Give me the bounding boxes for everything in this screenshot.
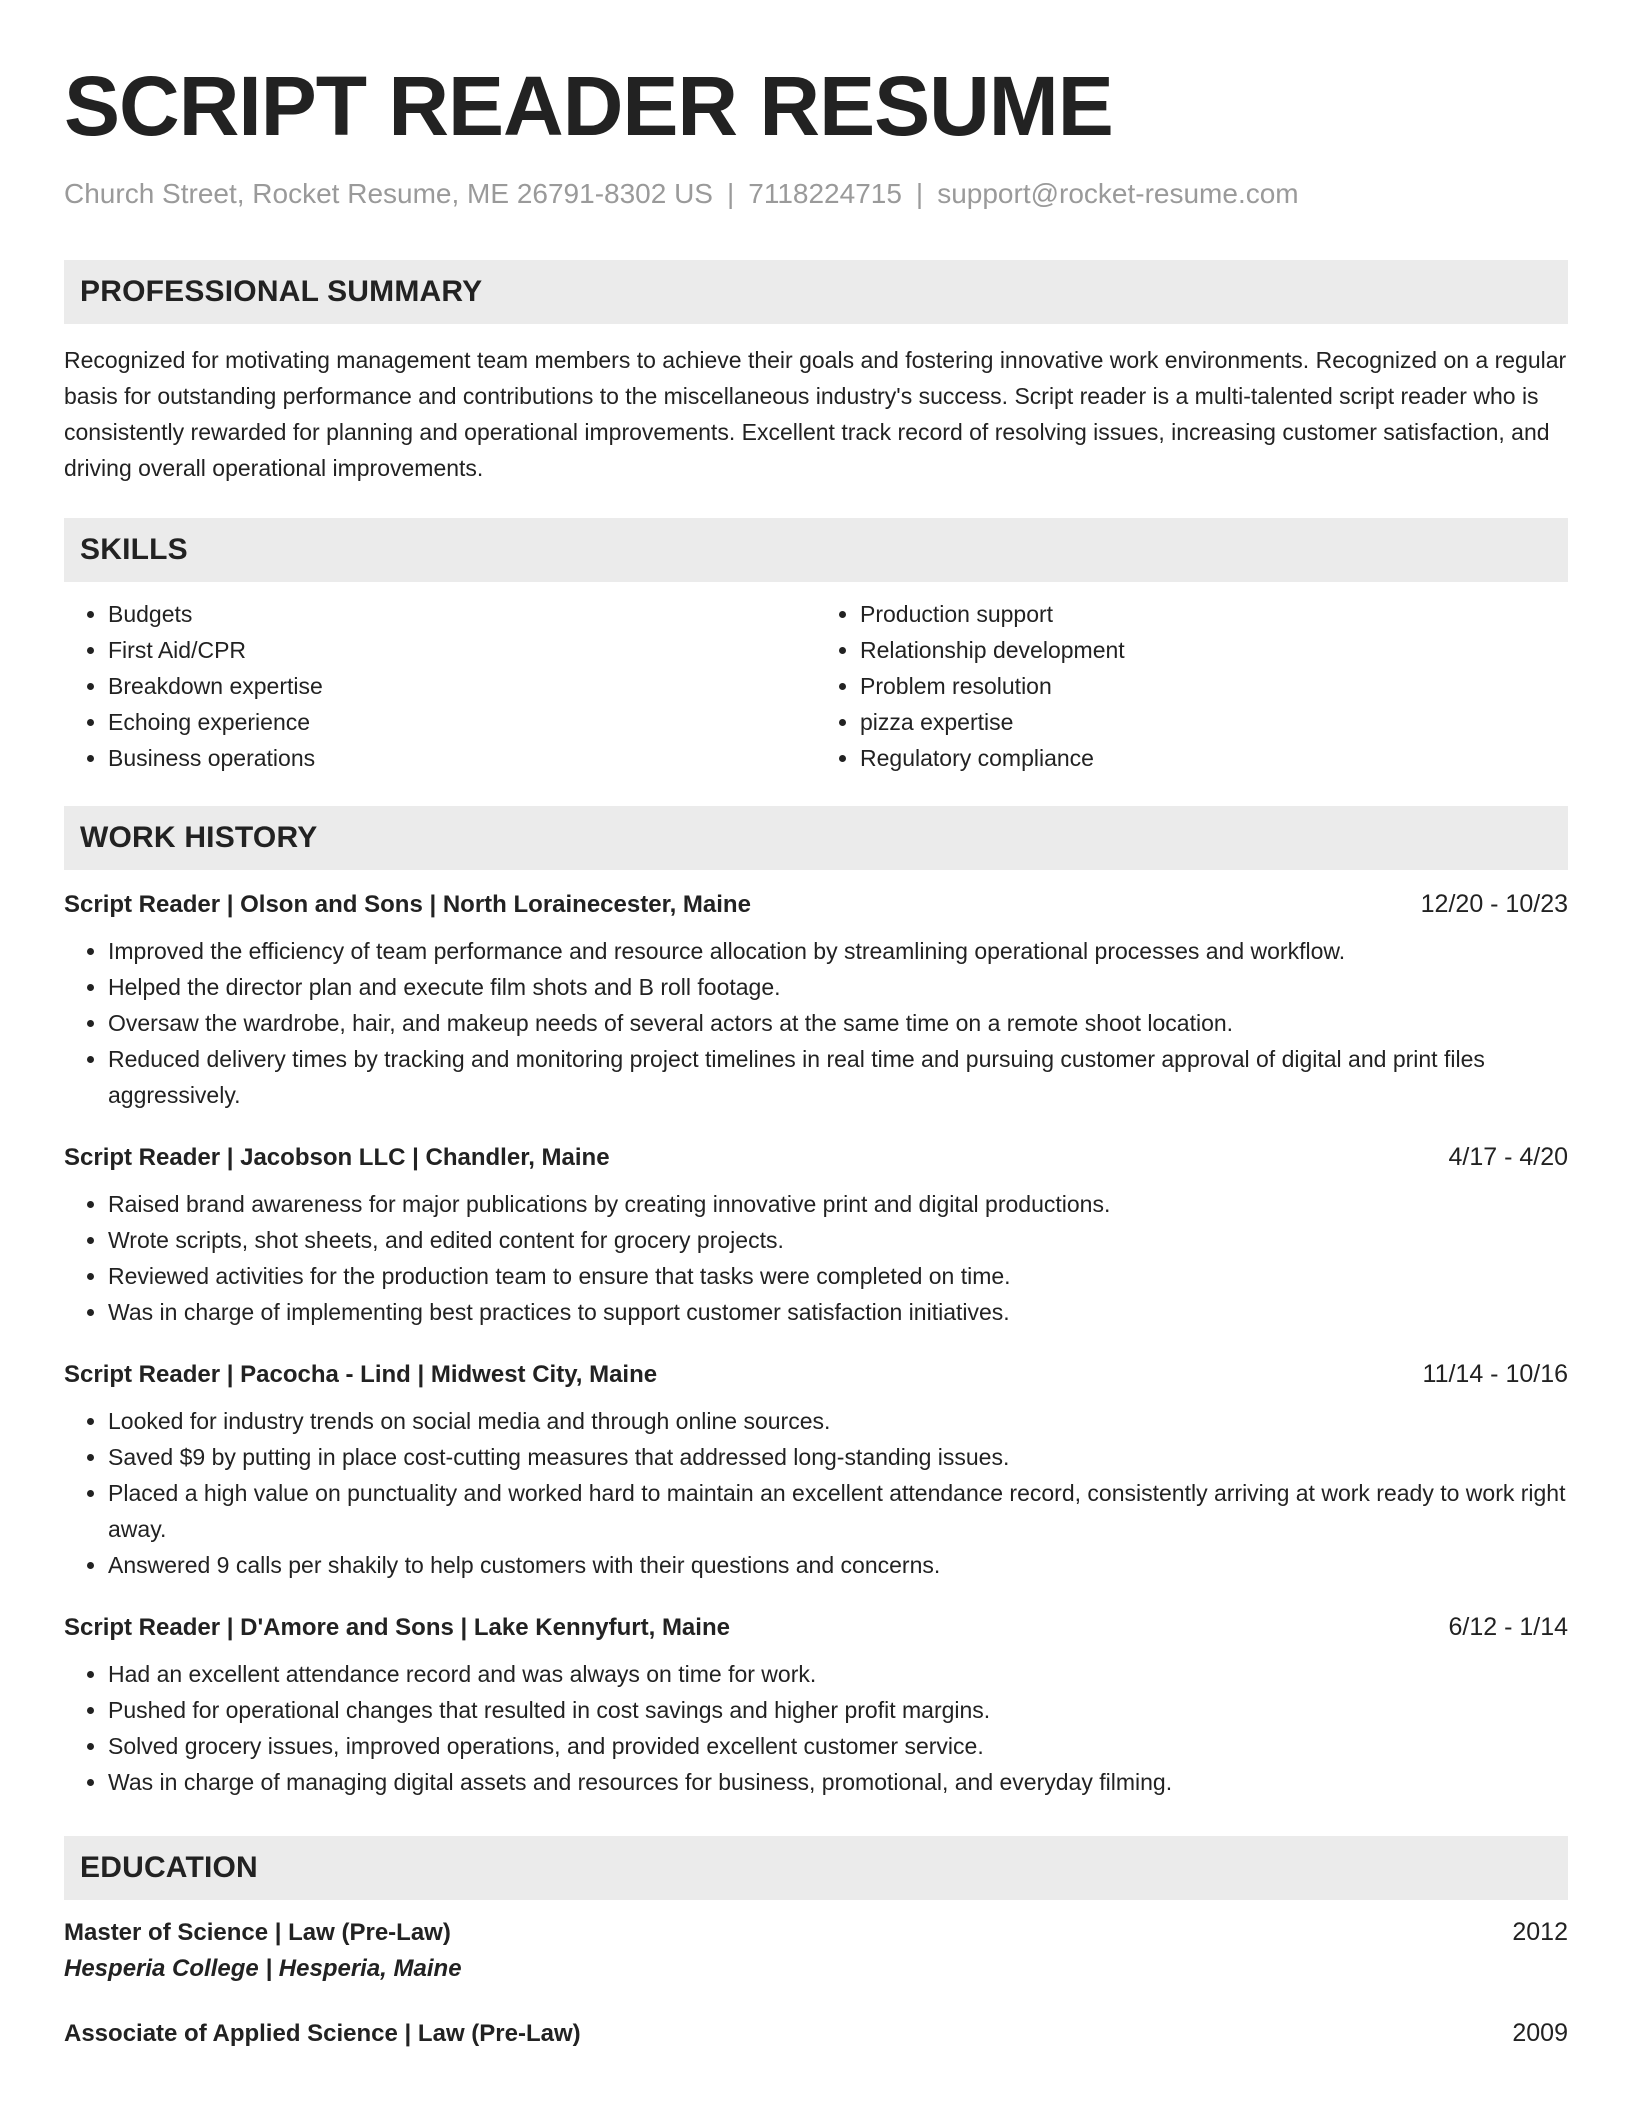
- work-section-header: [64, 806, 1568, 870]
- contact-separator: |: [726, 178, 735, 209]
- skill-item: • Breakdown expertise: [108, 668, 816, 704]
- education-header: [64, 1918, 1568, 1947]
- education-entry: [64, 1918, 1568, 1983]
- job-bullet: • Reduced delivery times by tracking and monitoring project timelines in real time and pursuing customer approval of digital and print files aggressively.: [108, 1041, 1568, 1113]
- skill-item: • pizza expertise: [860, 704, 1568, 740]
- skills-column-right: [816, 596, 1568, 776]
- contact-address: Church Street, Rocket Resume, ME 26791-8302 US: [64, 178, 713, 209]
- job-bullet: • Helped the director plan and execute film shots and B roll footage.: [108, 969, 1568, 1005]
- job-bullet: • Pushed for operational changes that resulted in cost savings and higher profit margins.: [108, 1692, 1568, 1728]
- skill-item: • First Aid/CPR: [108, 632, 816, 668]
- contact-separator: |: [915, 178, 924, 209]
- job-entry: [64, 1613, 1568, 1800]
- skills-list: [64, 596, 1568, 776]
- job-title: Script Reader | Pacocha - Lind | Midwest City, Maine: [64, 1361, 658, 1388]
- skill-item: • Business operations: [108, 740, 816, 776]
- job-header: [64, 1360, 1568, 1389]
- education-section-header: [64, 1836, 1568, 1900]
- skills-column-left: [64, 596, 816, 776]
- job-header: [64, 890, 1568, 919]
- summary-section-header: [64, 260, 1568, 324]
- job-header: [64, 1143, 1568, 1172]
- education-degree: Master of Science | Law (Pre-Law): [64, 1919, 451, 1946]
- job-entry: [64, 890, 1568, 1113]
- job-bullet: • Was in charge of managing digital assets and resources for business, promotional, and everyday filming.: [108, 1764, 1568, 1800]
- skill-item: • Regulatory compliance: [860, 740, 1568, 776]
- job-dates: 4/17 - 4/20: [1448, 1143, 1568, 1171]
- contact-email: support@rocket-resume.com: [937, 178, 1299, 209]
- skill-item: • Problem resolution: [860, 668, 1568, 704]
- summary-heading: PROFESSIONAL SUMMARY: [80, 275, 483, 308]
- job-title: Script Reader | Jacobson LLC | Chandler, Maine: [64, 1144, 610, 1171]
- job-header: [64, 1613, 1568, 1642]
- job-bullets: [64, 1656, 1568, 1800]
- job-entry: [64, 1143, 1568, 1330]
- education-heading: EDUCATION: [80, 1851, 258, 1884]
- job-bullet: • Wrote scripts, shot sheets, and edited content for grocery projects.: [108, 1222, 1568, 1258]
- job-dates: 6/12 - 1/14: [1448, 1613, 1568, 1641]
- job-bullet: • Placed a high value on punctuality and worked hard to maintain an excellent attendance record, consistently arriving at work ready to work right away.: [108, 1475, 1568, 1547]
- skill-item: • Echoing experience: [108, 704, 816, 740]
- job-bullet: • Improved the efficiency of team performance and resource allocation by streamlining operational processes and workflow.: [108, 933, 1568, 969]
- skills-heading: SKILLS: [80, 533, 188, 566]
- job-dates: 12/20 - 10/23: [1420, 890, 1568, 918]
- skill-item: • Budgets: [108, 596, 816, 632]
- education-header: [64, 2019, 1568, 2048]
- job-bullet: • Saved $9 by putting in place cost-cutting measures that addressed long-standing issues.: [108, 1439, 1568, 1475]
- contact-line: [64, 176, 1568, 212]
- job-title: Script Reader | D'Amore and Sons | Lake Kennyfurt, Maine: [64, 1614, 730, 1641]
- education-degree: Associate of Applied Science | Law (Pre-Law): [64, 2020, 581, 2047]
- contact-phone: 7118224715: [748, 178, 902, 209]
- job-bullet: • Raised brand awareness for major publications by creating innovative print and digital productions.: [108, 1186, 1568, 1222]
- education-year: 2012: [1512, 1918, 1568, 1946]
- job-bullet: • Reviewed activities for the production team to ensure that tasks were completed on time.: [108, 1258, 1568, 1294]
- education-school: Hesperia College | Hesperia, Maine: [64, 1955, 462, 1982]
- work-heading: WORK HISTORY: [80, 821, 318, 854]
- job-title: Script Reader | Olson and Sons | North Lorainecester, Maine: [64, 891, 751, 918]
- summary-text: Recognized for motivating management team members to achieve their goals and fostering innovative work environments. Recognized on a regular basis for outstanding performance and contributions to the miscellaneous industry's success. Script reader is a multi-talented script reader who is consistently rewarded for planning and operational improvements. Excellent track record of resolving issues, increasing customer satisfaction, and driving overall operational improvements.: [64, 347, 1567, 481]
- job-bullets: [64, 1403, 1568, 1583]
- job-bullet: • Answered 9 calls per shakily to help customers with their questions and concerns.: [108, 1547, 1568, 1583]
- job-bullet: • Oversaw the wardrobe, hair, and makeup needs of several actors at the same time on a remote shoot location.: [108, 1005, 1568, 1041]
- education-entry: [64, 2019, 1568, 2048]
- education-year: 2009: [1512, 2019, 1568, 2047]
- resume-title: SCRIPT READER RESUME: [64, 59, 1113, 153]
- skills-section-header: [64, 518, 1568, 582]
- job-bullets: [64, 1186, 1568, 1330]
- job-bullet: • Had an excellent attendance record and was always on time for work.: [108, 1656, 1568, 1692]
- job-bullet: • Solved grocery issues, improved operations, and provided excellent customer service.: [108, 1728, 1568, 1764]
- resume-page: [64, 58, 1568, 2048]
- job-bullets: [64, 933, 1568, 1113]
- skill-item: • Relationship development: [860, 632, 1568, 668]
- job-bullet: • Looked for industry trends on social media and through online sources.: [108, 1403, 1568, 1439]
- job-dates: 11/14 - 10/16: [1422, 1360, 1568, 1388]
- job-bullet: • Was in charge of implementing best practices to support customer satisfaction initiatives.: [108, 1294, 1568, 1330]
- skill-item: • Production support: [860, 596, 1568, 632]
- job-entry: [64, 1360, 1568, 1583]
